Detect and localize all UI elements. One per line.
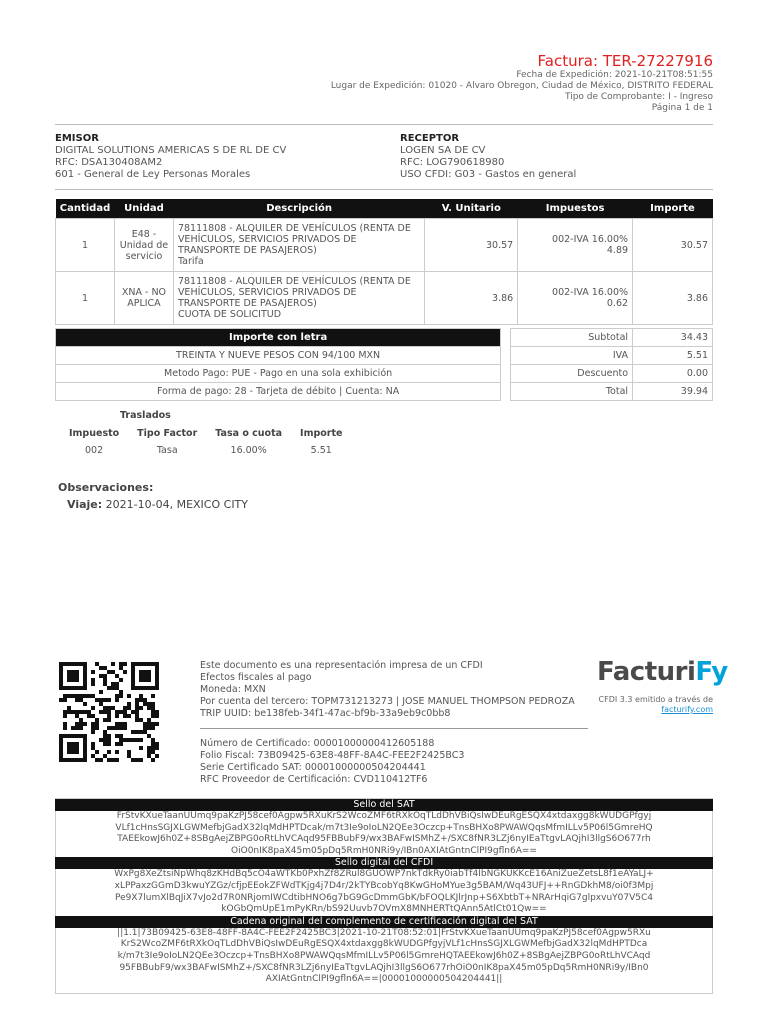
cell-unitario: 30.57: [425, 219, 518, 272]
cell-unidad: E48 - Unidad de servicio: [114, 219, 173, 272]
col-header: Cantidad: [56, 199, 115, 219]
table-row: [60, 442, 351, 458]
cell-cantidad: 1: [56, 272, 115, 325]
desc-subtext: Tarifa: [177, 256, 204, 267]
emisor-label: EMISOR: [55, 133, 99, 144]
col-header: Unidad: [114, 199, 173, 219]
receptor-rfc: RFC: LOG790618980: [400, 157, 505, 168]
subtotal-label: Subtotal: [511, 329, 633, 347]
info-block-2: [200, 738, 464, 786]
sello-sat: FrStvKXueTaanUUmq9paKzPJ58cef0Agpw5RXuKrS2WcoZMF6tRXkOqTLdDhVBiQsIwDEuRgESQX4xtdaxgg8kWUDGPfgyjVLf1cHnsSGJXLGWMefbjGadX32lqMdHPTDcak/m7t3Ie9oIoLN2QEe3Oczcp+TnsBHXo8PWAWQqsMfmILLv5P06l5GmreHQTAEEkowJ6h0Z+8SBgAejZBPG0oRtLhVCAqd95FBBubF9/wx3BAFwISMhZ+/SXC8fNR3LZj6nyIEaTtgvLAQjhI3llgS6O677rhOiO0nIK8paX45m05pDq5RmH0NRi9y/IBn0AXIAtGntnClPI9gfln6A==: [115, 811, 653, 856]
emisor-name: DIGITAL SOLUTIONS AMERICAS S DE RL DE CV: [55, 145, 287, 156]
tax-amount: 0.62: [606, 298, 629, 309]
info-line: Moneda: MXN: [200, 684, 266, 695]
info-line: Número de Certificado: 00001000000412605188: [200, 738, 435, 749]
emitted-text: CFDI 3.3 emitido a través de: [598, 695, 713, 704]
cell-unitario: 3.86: [425, 272, 518, 325]
traslado-tipo: Tasa: [156, 444, 178, 456]
totals-row: [56, 329, 713, 347]
descuento-value: 0.00: [633, 365, 713, 383]
cell-importe: 30.57: [633, 219, 713, 272]
desc-text: 78111808 - ALQUILER DE VEHÍCULOS (RENTA DE VEHÍCULOS, SERVICIOS PRIVADOS DE TRANSPORTE DE PASAJEROS): [177, 276, 411, 309]
receptor-name: LOGEN SA DE CV: [400, 145, 486, 156]
items-header-row: [56, 199, 713, 219]
facturify-logo: FacturiFy: [597, 657, 728, 687]
page-number: Página 1 de 1: [651, 103, 713, 113]
traslado-impuesto: 002: [85, 444, 104, 456]
tax-rate: 002-IVA 16.00%: [552, 234, 629, 245]
totals-row: [56, 347, 713, 365]
voucher-type: Tipo de Comprobante: I - Ingreso: [564, 92, 713, 102]
iva-label: IVA: [511, 347, 633, 365]
sello-sat-label: Sello del SAT: [55, 799, 713, 811]
info-line: Por cuenta del tercero: TOPM731213273 | JOSE MANUEL THOMPSON PEDROZA: [200, 696, 575, 707]
total-label: Total: [511, 383, 633, 401]
col-header: Importe: [633, 199, 713, 219]
divider: [55, 189, 713, 190]
viaje-label: Viaje:: [67, 498, 103, 511]
col-header: V. Unitario: [425, 199, 518, 219]
cell-unidad: XNA - NO APLICA: [114, 272, 173, 325]
sello-cfdi-label: Sello digital del CFDI: [55, 857, 713, 869]
issue-date: Fecha de Expedición: 2021-10-21T08:51:55: [516, 70, 713, 80]
cell-cantidad: 1: [56, 219, 115, 272]
emisor-rfc: RFC: DSA130408AM2: [55, 157, 163, 168]
cell-descripcion: [173, 219, 424, 272]
traslados-col-header: Impuesto: [69, 427, 120, 439]
receptor-uso: USO CFDI: G03 - Gastos en general: [400, 169, 577, 180]
receptor-label: RECEPTOR: [400, 133, 460, 144]
total-value: 39.94: [633, 383, 713, 401]
observaciones: [58, 481, 248, 511]
info-line: Serie Certificado SAT: 00001000000504204441: [200, 762, 426, 773]
importe-letra: TREINTA Y NUEVE PESOS CON 94/100 MXN: [56, 347, 501, 365]
cell-importe: 3.86: [633, 272, 713, 325]
descuento-label: Descuento: [511, 365, 633, 383]
col-header: Descripción: [173, 199, 424, 219]
invoice-title: Factura: TER-27227916: [537, 52, 713, 70]
totals-row: [56, 365, 713, 383]
receptor-block: [400, 133, 576, 181]
traslado-importe: 5.51: [310, 444, 332, 456]
tax-rate: 002-IVA 16.00%: [552, 287, 629, 298]
cell-descripcion: [173, 272, 424, 325]
traslados-col-header: Tipo Factor: [137, 427, 198, 439]
traslado-tasa: 16.00%: [230, 444, 267, 456]
facturify-link[interactable]: facturify.com: [661, 705, 713, 714]
totals-table: [55, 328, 713, 401]
cadena-label: Cadena original del complemento de certificación digital del SAT: [55, 916, 713, 928]
divider: [55, 124, 713, 125]
emitted-by: [599, 695, 713, 715]
info-block-1: [200, 660, 575, 720]
metodo-pago: Metodo Pago: PUE - Pago en una sola exhibición: [56, 365, 501, 383]
info-line: Folio Fiscal: 73B09425-63E8-48FF-8A4C-FEE2F2425BC3: [200, 750, 465, 761]
desc-text: 78111808 - ALQUILER DE VEHÍCULOS (RENTA DE VEHÍCULOS, SERVICIOS PRIVADOS DE TRANSPORTE DE PASAJEROS): [177, 223, 411, 256]
observaciones-label: Observaciones:: [58, 481, 154, 494]
sat-section: [55, 799, 713, 986]
info-line: TRIP UUID: be138feb-34f1-47ac-bf9b-33a9eb9c0bb8: [200, 708, 451, 719]
traslados-col-header: Importe: [300, 427, 343, 439]
info-line: Efectos fiscales al pago: [200, 672, 312, 683]
traslados-col-header: Tasa o cuota: [215, 427, 283, 439]
issue-place: Lugar de Expedición: 01020 - Alvaro Obregon, Ciudad de México, DISTRITO FEDERAL: [330, 81, 713, 91]
viaje-value: 2021-10-04, MEXICO CITY: [105, 498, 248, 511]
subtotal-value: 34.43: [633, 329, 713, 347]
cadena-original: ||1.1|73B09425-63E8-48FF-8A4C-FEE2F2425BC3|2021-10-21T08:52:01|FrStvKXueTaanUUmq9paKzPJ58cef0Agpw5RXuKrS2WcoZMF6tRXkOqTLdDhVBiQsIwDEuRgESQX4xtdaxgg8kWUDGPfgyjVLf1cHnsSGJXLGWMefbjGadX32lqMdHPTDcak/m7t3Ie9oIoLN2QEe3Oczcp+TnsBHXo8PWAWQqsMfmILLv5P06l5GmreHQTAEEkowJ6h0Z+8SBgAejZBPG0oRtLhVCAqd95FBBubF9/wx3BAFwISMhZ+/SXC8fNR3LZj6nyIEaTtgvLAQjhI3llgS6O677rhOiO0nIK8paX45m05pDq5RmH0NRi9y/IBn0AXIAtGntnClPI9gfln6A==|00001000000504204441||: [117, 927, 651, 985]
forma-pago: Forma de pago: 28 - Tarjeta de débito | Cuenta: NA: [56, 383, 501, 401]
emisor-block: [55, 133, 286, 181]
col-header: Impuestos: [518, 199, 633, 219]
invoice-header: [331, 52, 713, 114]
cell-impuestos: [518, 219, 633, 272]
divider: [200, 728, 588, 729]
table-row: [56, 219, 713, 272]
info-line: Este documento es una representación impresa de un CFDI: [200, 660, 483, 671]
importe-letra-label: Importe con letra: [56, 329, 501, 347]
iva-value: 5.51: [633, 347, 713, 365]
qr-code-icon: [59, 662, 159, 762]
info-line: RFC Proveedor de Certificación: CVD110412TF6: [200, 774, 428, 785]
cell-impuestos: [518, 272, 633, 325]
traslados-title: Traslados: [120, 409, 171, 421]
sello-cfdi: WxPg8XeZtsiNpWhq8zKHdBq5cO4aWTKb0PxhZf8ZRul8GUOWP7nkTdkRy0iabTf4IbNGKUKKcE16AniZueZetsL8f1eAYaLJ+xLPPaxzGGmD3kwuYZGz/cfjpEEokZFWdTKjg4j7D4r/2kTYBcobYq8KwGHoMYue3g5BAM/Wq43UFJ++RnGDkhM8/oi0f3MpjPe9X7lumXlBqJiX7vJo2d7R0NRjomIWCdtibHNO6g7bG9GcDmmGbK/bFOQLKJlrJnp+S6XbtbT+NRArHqiG7glpxvuY07V5C4kOGbQmUpE1mPyKRn/bS92Uuvb7OVmX8MNHERTtQAnn5AtlCt01Qw==: [114, 869, 654, 915]
totals-row: [56, 383, 713, 401]
items-table: [55, 199, 713, 325]
table-row: [56, 272, 713, 325]
tax-amount: 4.89: [606, 245, 629, 256]
traslados-table: [60, 406, 351, 458]
desc-subtext: CUOTA DE SOLICITUD: [177, 309, 282, 320]
emisor-regimen: 601 - General de Ley Personas Morales: [55, 169, 251, 180]
